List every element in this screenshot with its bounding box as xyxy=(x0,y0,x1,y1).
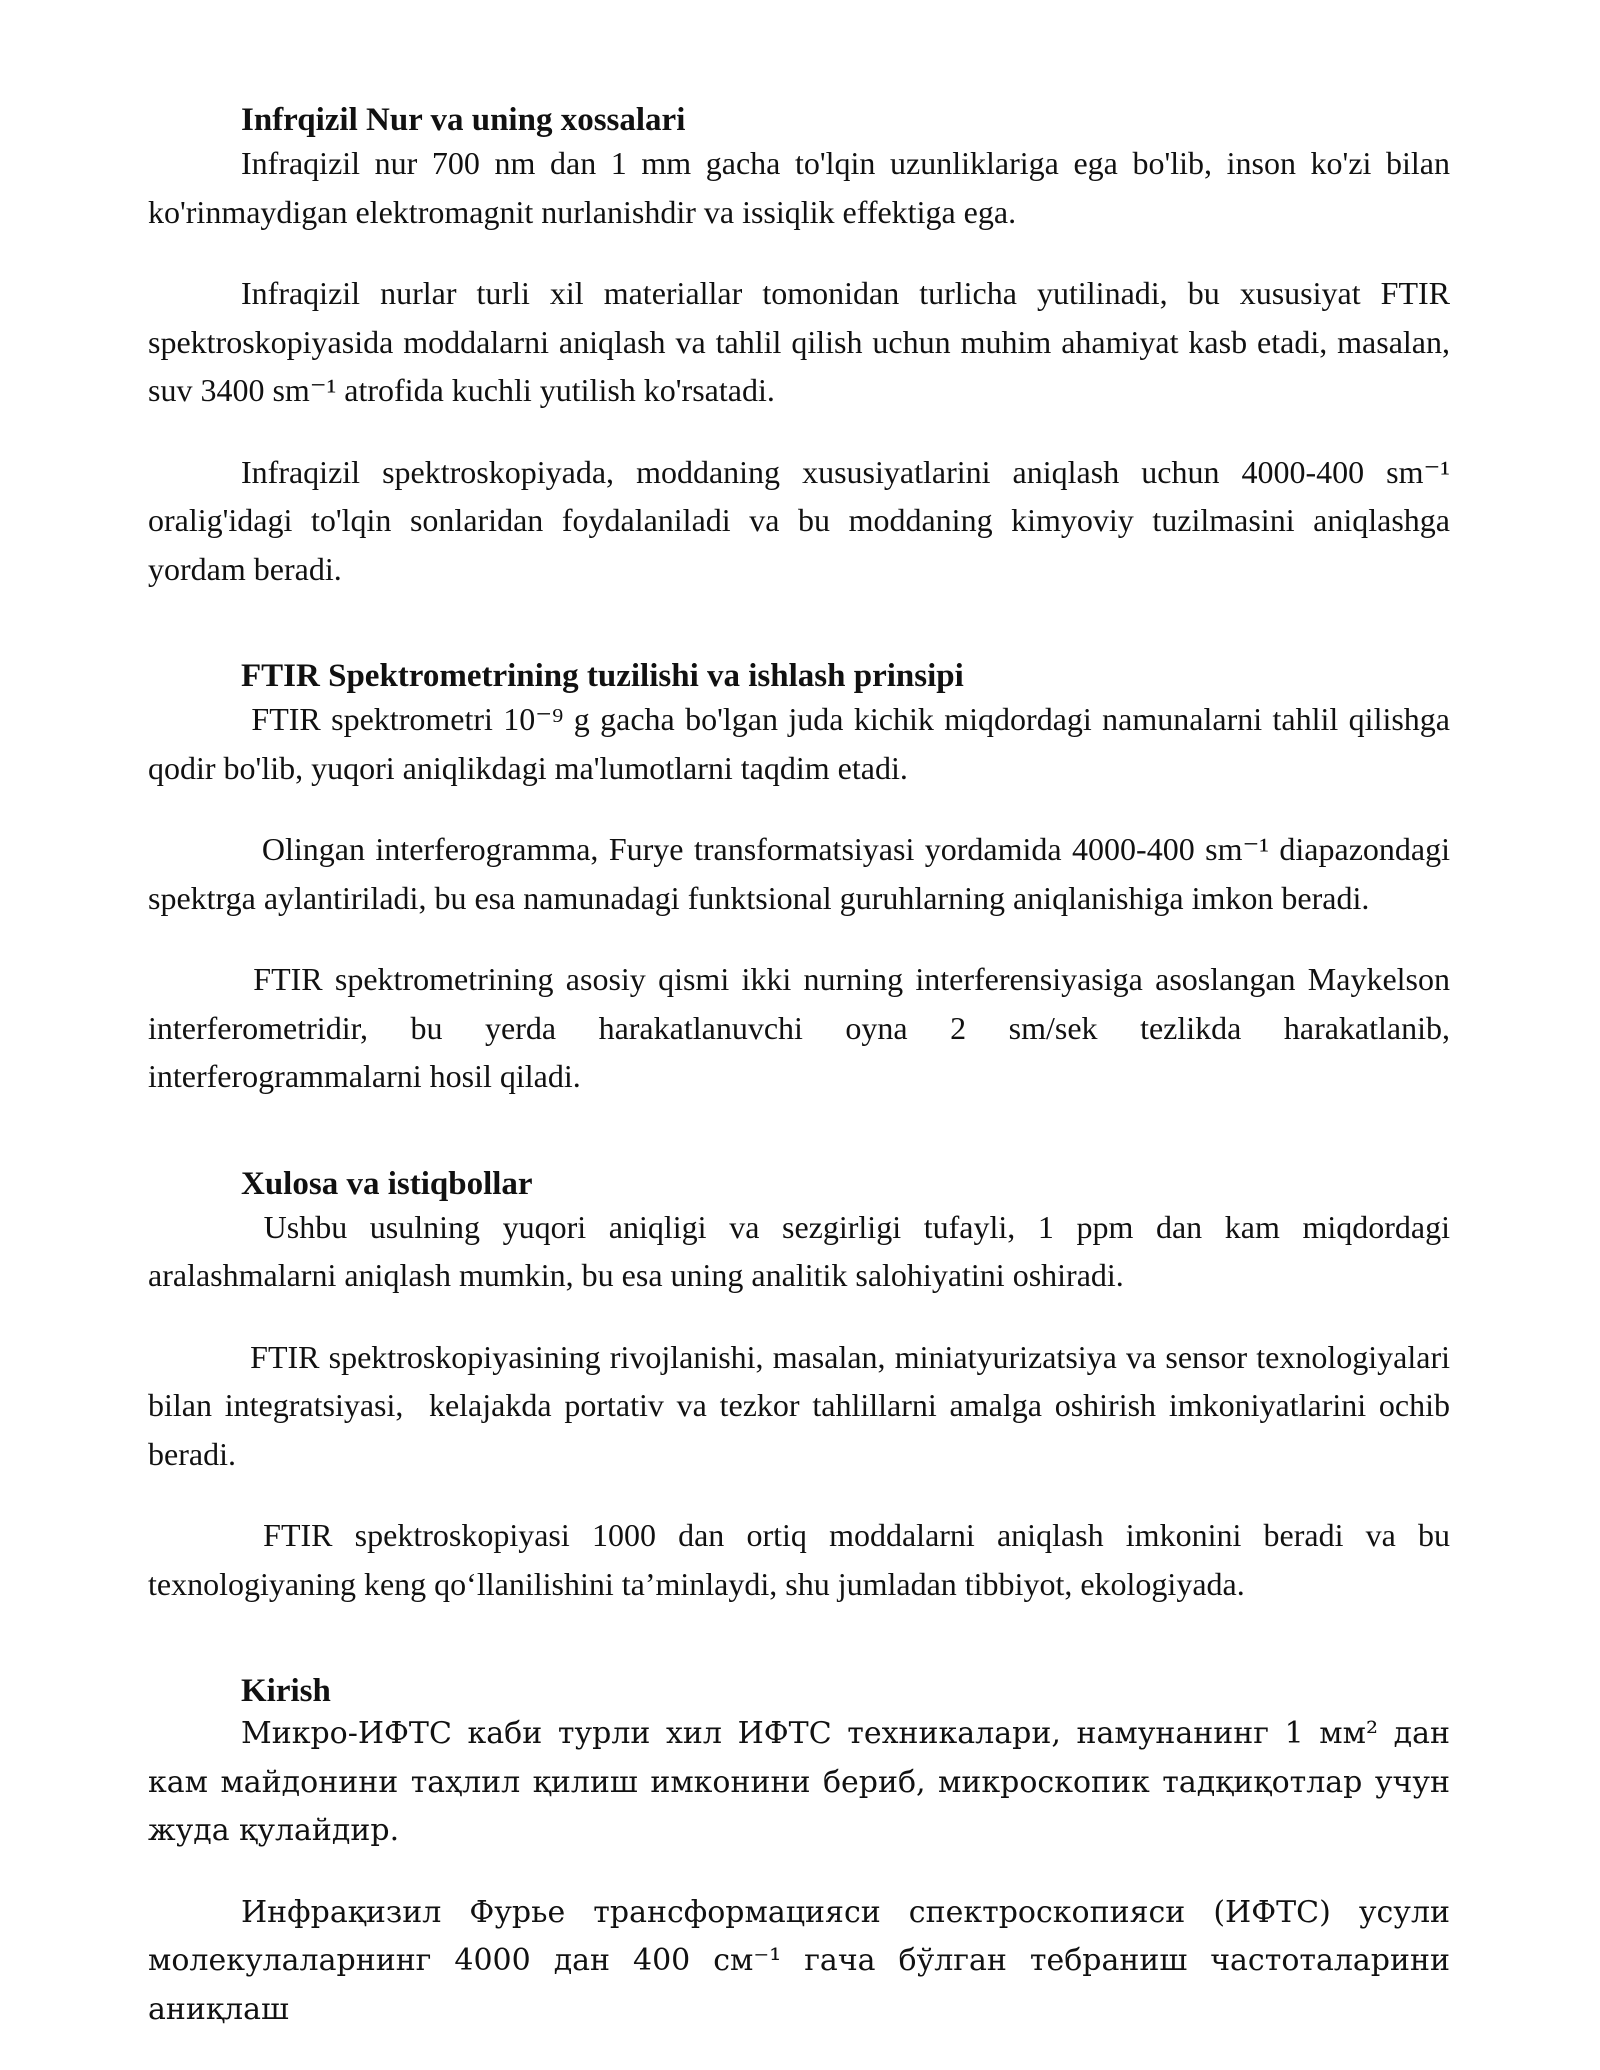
section-infrared-light xyxy=(148,96,1450,593)
paragraph: FTIR spektrometri 10⁻⁹ g gacha bo'lgan juda kichik miqdordagi namunalarni tahlil qilishga qodir bo'lib, yuqori aniqlikdagi ma'lumotlarni taqdim etadi. xyxy=(148,701,1459,786)
section-spacer xyxy=(148,1134,1450,1160)
document-page xyxy=(148,96,1459,2067)
paragraph: Инфрақизил Фурье трансформацияси спектроскопияси (ИФТС) усули молекулаларнинг 4000 дан 400 см⁻¹ гача бўлган тебраниш частоталарини аниқлаш xyxy=(148,1894,1450,2027)
paragraph: FTIR spektroskopiyasining rivojlanishi, masalan, miniatyurizatsiya va sensor texnologiyalari bilan integratsiyasi, kelajakda portativ va tezkor tahlillarni amalga oshirish imkoniyatlarini ochib beradi. xyxy=(148,1338,1459,1472)
section-heading: Xulosa va istiqbollar xyxy=(241,1165,533,1202)
section-heading: Kirish xyxy=(241,1673,331,1709)
section-spacer xyxy=(148,626,1450,652)
paragraph: FTIR spektrometrining asosiy qismi ikki nurning interferensiyasiga asoslangan Maykelson interferometridir, bu yerda harakatlanuvchi oyna 2 sm/sek tezlikda harakatlanib, interferogrammalarni hosil qiladi. xyxy=(148,961,1459,1094)
paragraph: Микро-ИФТС каби турли хил ИФТС техникалари, намунанинг 1 мм² дан кам майдонини таҳлил қилиш имконини бериб, микроскопик тадқиқотлар учун жуда қулайдир. xyxy=(148,1716,1450,1848)
section-heading: FTIR Spektrometrining tuzilishi va ishlash prinsipi xyxy=(241,658,964,694)
paragraph: Infraqizil nurlar turli xil materiallar tomonidan turlicha yutilinadi, bu xususiyat FTIR spektroskopiyasida moddalarni aniqlash va tahlil qilish uchun muhim ahamiyat kasb etadi, masalan, suv 3400 sm⁻¹ atrofida kuchli yutilish ko'rsatadi. xyxy=(148,275,1450,408)
section-spacer xyxy=(148,1641,1450,1667)
section-heading: Infrqizil Nur va uning xossalari xyxy=(241,102,686,138)
section-conclusion xyxy=(148,1160,1459,1609)
paragraph: Infraqizil nur 700 nm dan 1 mm gacha to'lqin uzunliklariga ega bo'lib, inson ko'zi bilan ko'rinmaydigan elektromagnit nurlanishdir va issiqlik effektiga ega. xyxy=(148,145,1450,230)
paragraph: Infraqizil spektroskopiyada, moddaning xususiyatlarini aniqlash uchun 4000-400 sm⁻¹ oralig'idagi to'lqin sonlaridan foydalaniladi va bu moddaning kimyoviy tuzilmasini aniqlashga yordam beradi. xyxy=(148,453,1450,587)
paragraph: Olingan interferogramma, Furye transformatsiyasi yordamida 4000-400 sm⁻¹ diapazondagi spektrga aylantiriladi, bu esa namunadagi funktsional guruhlarning aniqlanishiga imkon beradi. xyxy=(148,831,1458,916)
section-introduction xyxy=(148,1667,1450,2034)
paragraph: Ushbu usulning yuqori aniqligi va sezgirligi tufayli, 1 ppm dan kam miqdordagi aralashmalarni aniqlash mumkin, bu esa uning analitik salohiyatini oshiradi. xyxy=(148,1208,1459,1293)
section-ftir-structure xyxy=(148,652,1459,1101)
paragraph: FTIR spektroskopiyasi 1000 dan ortiq moddalarni aniqlash imkonini beradi va bu texnologiyaning keng qo‘llanilishini ta’minlaydi, shu jumladan tibbiyot, ekologiyada. xyxy=(148,1517,1459,1602)
